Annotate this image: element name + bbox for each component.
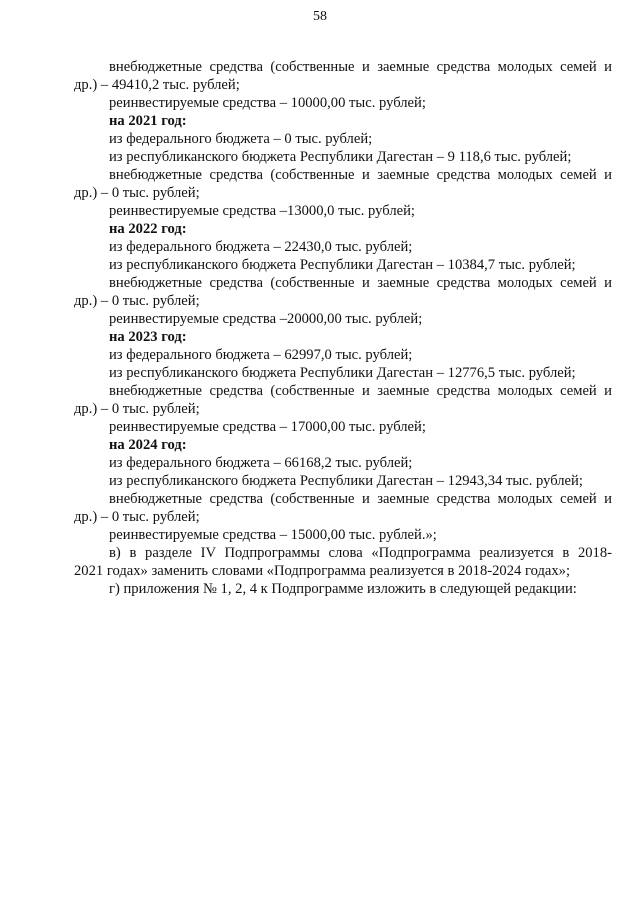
text-line: внебюджетные средства (собственные и заемные средства молодых семей и (109, 59, 612, 75)
text-line: др.) – 0 тыс. рублей; (74, 293, 200, 309)
text-line: из республиканского бюджета Республики Дагестан – 10384,7 тыс. рублей; (109, 257, 576, 273)
text-line: внебюджетные средства (собственные и заемные средства молодых семей и (109, 275, 612, 291)
text-line: реинвестируемые средства – 10000,00 тыс. рублей; (109, 95, 426, 111)
text-line: реинвестируемые средства – 17000,00 тыс. рублей; (109, 419, 426, 435)
text-line: реинвестируемые средства – 15000,00 тыс. рублей.»; (109, 527, 437, 543)
text-line: др.) – 0 тыс. рублей; (74, 401, 200, 417)
text-line: др.) – 0 тыс. рублей; (74, 509, 200, 525)
text-line: реинвестируемые средства –20000,00 тыс. рублей; (109, 311, 423, 327)
page-number: 58 (313, 9, 327, 24)
text-line: 2021 годах» заменить словами «Подпрограмма реализуется в 2018-2024 годах»; (74, 563, 571, 579)
document-body (74, 58, 612, 598)
year-heading: на 2021 год: (109, 113, 187, 129)
text-line: из федерального бюджета – 22430,0 тыс. рублей; (109, 239, 413, 255)
text-line: из республиканского бюджета Республики Дагестан – 12776,5 тыс. рублей; (109, 365, 576, 381)
text-line: из республиканского бюджета Республики Дагестан – 12943,34 тыс. рублей; (109, 473, 583, 489)
text-line: в) в разделе IV Подпрограммы слова «Подпрограмма реализуется в 2018- (109, 545, 612, 561)
year-heading: на 2022 год: (109, 221, 187, 237)
text-line: из федерального бюджета – 62997,0 тыс. рублей; (109, 347, 413, 363)
text-line: г) приложения № 1, 2, 4 к Подпрограмме изложить в следующей редакции: (109, 581, 577, 597)
text-line: реинвестируемые средства –13000,0 тыс. рублей; (109, 203, 415, 219)
year-heading: на 2024 год: (109, 437, 187, 453)
text-line: внебюджетные средства (собственные и заемные средства молодых семей и (109, 491, 612, 507)
text-line: др.) – 49410,2 тыс. рублей; (74, 77, 240, 93)
text-line: из федерального бюджета – 0 тыс. рублей; (109, 131, 373, 147)
text-line: др.) – 0 тыс. рублей; (74, 185, 200, 201)
text-line: внебюджетные средства (собственные и заемные средства молодых семей и (109, 383, 612, 399)
text-line: внебюджетные средства (собственные и заемные средства молодых семей и (109, 167, 612, 183)
text-line: из республиканского бюджета Республики Дагестан – 9 118,6 тыс. рублей; (109, 149, 572, 165)
text-line: из федерального бюджета – 66168,2 тыс. рублей; (109, 455, 413, 471)
year-heading: на 2023 год: (109, 329, 187, 345)
